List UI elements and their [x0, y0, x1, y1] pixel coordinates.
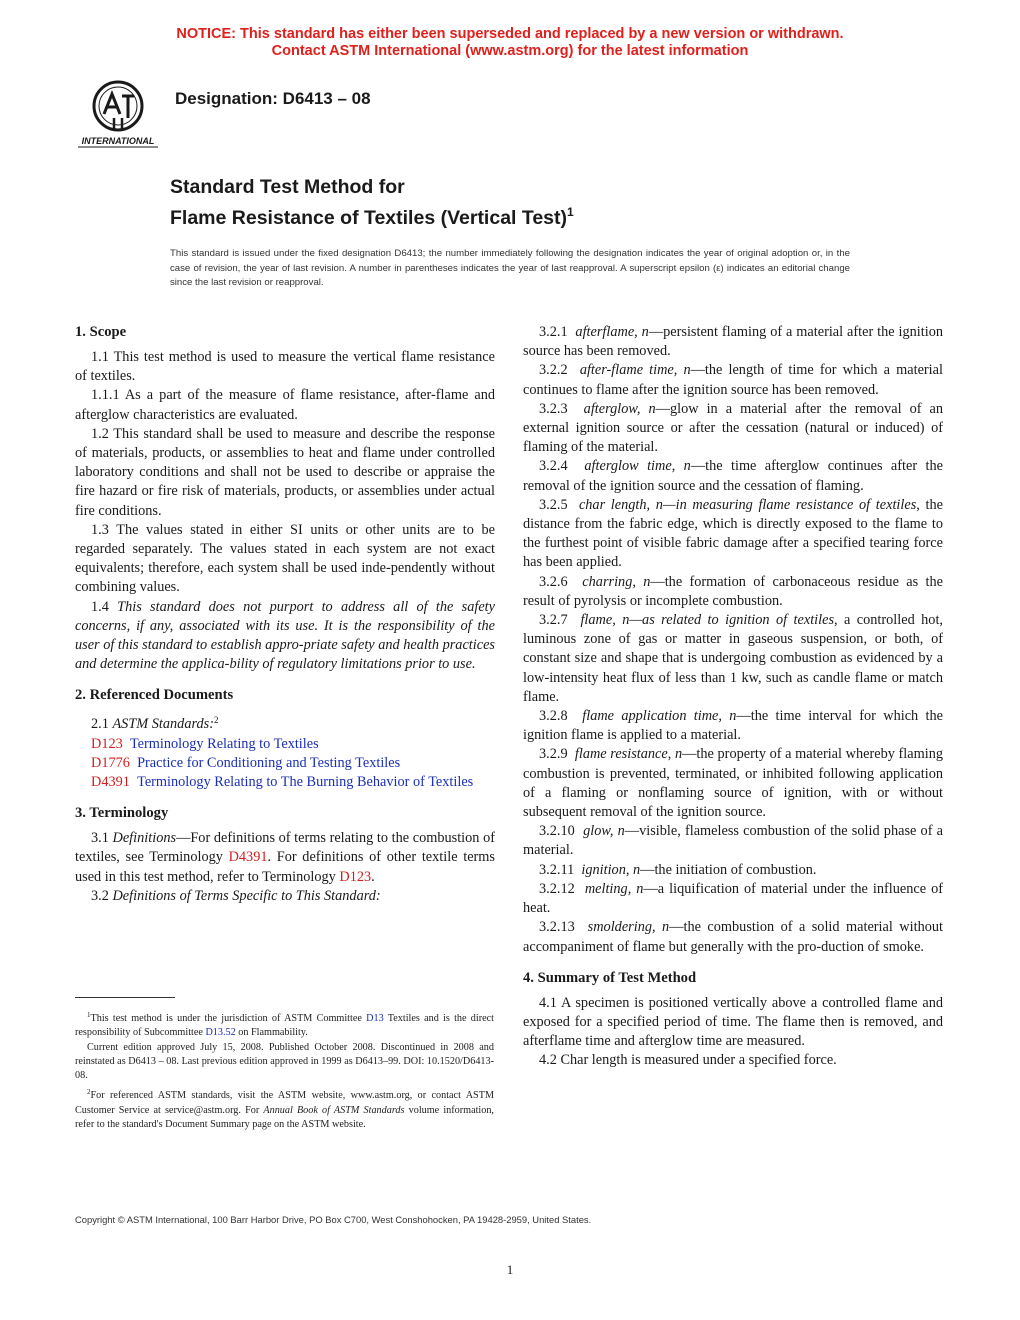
- title-line-1: Standard Test Method for: [170, 176, 405, 198]
- notice-line-1: NOTICE: This standard has either been superseded and replaced by a new version or withdrawn.: [176, 26, 844, 42]
- notice-line-2: Contact ASTM International (www.astm.org) for the latest information: [271, 43, 749, 59]
- footnotes: [75, 1008, 494, 1132]
- summary-4-2: 4.2 Char length is measured under a specified force.: [539, 1052, 837, 1069]
- footnote-2: $^2$For referenced ASTM standards, visit the ASTM website, www.astm.org, or contact ASTM Customer Service at service@astm.org. For Annual Book of ASTM Standards volume information, refer to the standard's Document Summary page on the ASTM website.: [75, 1088, 494, 1131]
- terminology-3-2: 3.2 Definitions of Terms Specific to This Standard:: [91, 887, 381, 904]
- referenced-docs-heading: 2. Referenced Documents: [75, 687, 234, 704]
- summary-heading: 4. Summary of Test Method: [523, 969, 697, 986]
- definition-3-2-10: 3.2.10 glow, n—visible, flameless combustion of the solid phase of a material.: [523, 823, 943, 859]
- definition-3-2-1: 3.2.1 afterflame, n—persistent flaming of a material after the ignition source has been removed.: [523, 324, 943, 360]
- definition-3-2-11: 3.2.11 ignition, n—the initiation of combustion.: [539, 861, 817, 878]
- withdrawal-notice: [0, 26, 1020, 60]
- terminology-3-1: 3.1 Definitions—For definitions of terms relating to the combustion of textiles, see Terminology D4391. For definitions of other textile terms used in this test method, refer to Terminology D123.: [75, 830, 495, 885]
- page-number: 1: [506, 1262, 514, 1277]
- scope-1-2: 1.2 This standard shall be used to measure and describe the response of materials, products, or assemblies to heat and flame under controlled laboratory conditions and shall not be used to describe or appraise the fire hazard or fire risk of materials, products, or assemblies under actual fire conditions.: [75, 425, 495, 519]
- footnote-1-edition: Current edition approved July 15, 2008. Published October 2008. Discontinued in 2008 and reinstated as D6413 – 08. Last previous edition approved in 1999 as D6413–99. DOI: 10.1520/D6413-08.: [75, 1041, 494, 1082]
- definition-3-2-6: 3.2.6 charring, n—the formation of carbonaceous residue as the result of pyrolysis or incomplete combustion.: [523, 573, 943, 609]
- definition-3-2-5: 3.2.5 char length, n—in measuring flame resistance of textiles, the distance from the fabric edge, which is directly exposed to the flame to the furthest point of visible fabric damage after a specified tearing force has been applied.: [523, 496, 943, 571]
- definition-3-2-7: 3.2.7 flame, n—as related to ignition of textiles, a controlled hot, luminous zone of gas or matter in gaseous suspension, or both, of constant size and shape that is undergoing combustion as evidenced by a low-intensity heat flux of less than 1 kw, such as candle flame or match flame.: [523, 612, 944, 705]
- left-column: [75, 323, 495, 906]
- scope-1-1: 1.1 This test method is used to measure the vertical flame resistance of textiles.: [75, 349, 495, 385]
- footnote-divider: [75, 997, 175, 998]
- referenced-2-1: 2.1 ASTM Standards:$^2$: [91, 715, 219, 733]
- definition-3-2-9: 3.2.9 flame resistance, n—the property of a material whereby flaming combustion is prevented, terminated, or inhibited following application of a flaming or nonflaming source of ignition, with or without subsequent removal of the ignition source.: [523, 746, 943, 821]
- reference-d4391[interactable]: D4391 Terminology Relating to The Burning Behavior of Textiles: [91, 774, 474, 791]
- reference-d123[interactable]: D123 Terminology Relating to Textiles: [91, 735, 319, 752]
- astm-logo-icon: [74, 74, 162, 152]
- reference-d1776[interactable]: D1776 Practice for Conditioning and Testing Textiles: [91, 754, 401, 771]
- definition-3-2-2: 3.2.2 after-flame time, n—the length of time for which a material continues to flame after the ignition source has been removed.: [523, 362, 943, 398]
- definition-3-2-4: 3.2.4 afterglow time, n—the time afterglow continues after the removal of the ignition source and the cessation of flaming.: [523, 458, 943, 494]
- copyright: Copyright © ASTM International, 100 Barr Harbor Drive, PO Box C700, West Conshohocken, PA 19428-2959, United States.: [75, 1214, 592, 1225]
- definition-3-2-12: 3.2.12 melting, n—a liquification of material under the influence of heat.: [523, 880, 944, 917]
- issue-note: This standard is issued under the fixed designation D6413; the number immediately following the designation indicates the year of original adoption or, in the case of revision, the year of last revision. A number in parentheses indicates the year of last reapproval. A superscript epsilon (ε) indicates an editorial change since the last revision or reapproval.: [170, 248, 850, 288]
- title-footnote-marker: 1: [567, 205, 574, 219]
- scope-heading: 1. Scope: [75, 324, 127, 340]
- link-d4391[interactable]: D4391: [228, 849, 268, 866]
- scope-1-3: 1.3 The values stated in either SI units or other units are to be regarded separately. The values stated in each system are not exact equivalents; therefore, each system shall be used inde-pendently without combining values.: [75, 521, 495, 596]
- summary-4-1: 4.1 A specimen is positioned vertically above a controlled flame and exposed for a specified period of time. The flame then is removed, and afterflame time and afterglow time are measured.: [523, 994, 943, 1050]
- astm-logo: [74, 74, 162, 152]
- definition-3-2-8: 3.2.8 flame application time, n—the time interval for which the ignition flame is applied to a material.: [523, 708, 943, 744]
- link-d123[interactable]: D123: [339, 868, 372, 885]
- definition-3-2-3: 3.2.3 afterglow, n—glow in a material after the removal of an external ignition source or after the cessation (natural or induced) of flaming of the material.: [523, 400, 944, 456]
- link-d13-52[interactable]: D13.52: [205, 1027, 236, 1039]
- definition-3-2-13: 3.2.13 smoldering, n—the combustion of a solid material without accompaniment of flame but generally with the pro-duction of smoke.: [523, 919, 943, 955]
- title-line-2: Flame Resistance of Textiles (Vertical Test)$^1$: [170, 205, 574, 229]
- right-column: [523, 323, 943, 1071]
- designation: Designation: D6413 – 08: [175, 89, 371, 108]
- logo-text: INTERNATIONAL: [81, 136, 155, 146]
- scope-1-4: 1.4 This standard does not purport to address all of the safety concerns, if any, associated with its use. It is the responsibility of the user of this standard to establish appro-priate safety and health practices and determine the applica-bility of regulatory limitations prior to use.: [75, 598, 495, 673]
- footnote-1: $^1$This test method is under the jurisdiction of ASTM Committee D13 Textiles and is the direct responsibility of Subcommittee D13.52 on Flammability.: [75, 1011, 494, 1039]
- scope-1-1-1: 1.1.1 As a part of the measure of flame resistance, after-flame and afterglow characteristics are evaluated.: [75, 387, 495, 423]
- document-title: [170, 175, 574, 231]
- terminology-heading: 3. Terminology: [75, 805, 169, 822]
- link-d13[interactable]: D13: [366, 1013, 384, 1024]
